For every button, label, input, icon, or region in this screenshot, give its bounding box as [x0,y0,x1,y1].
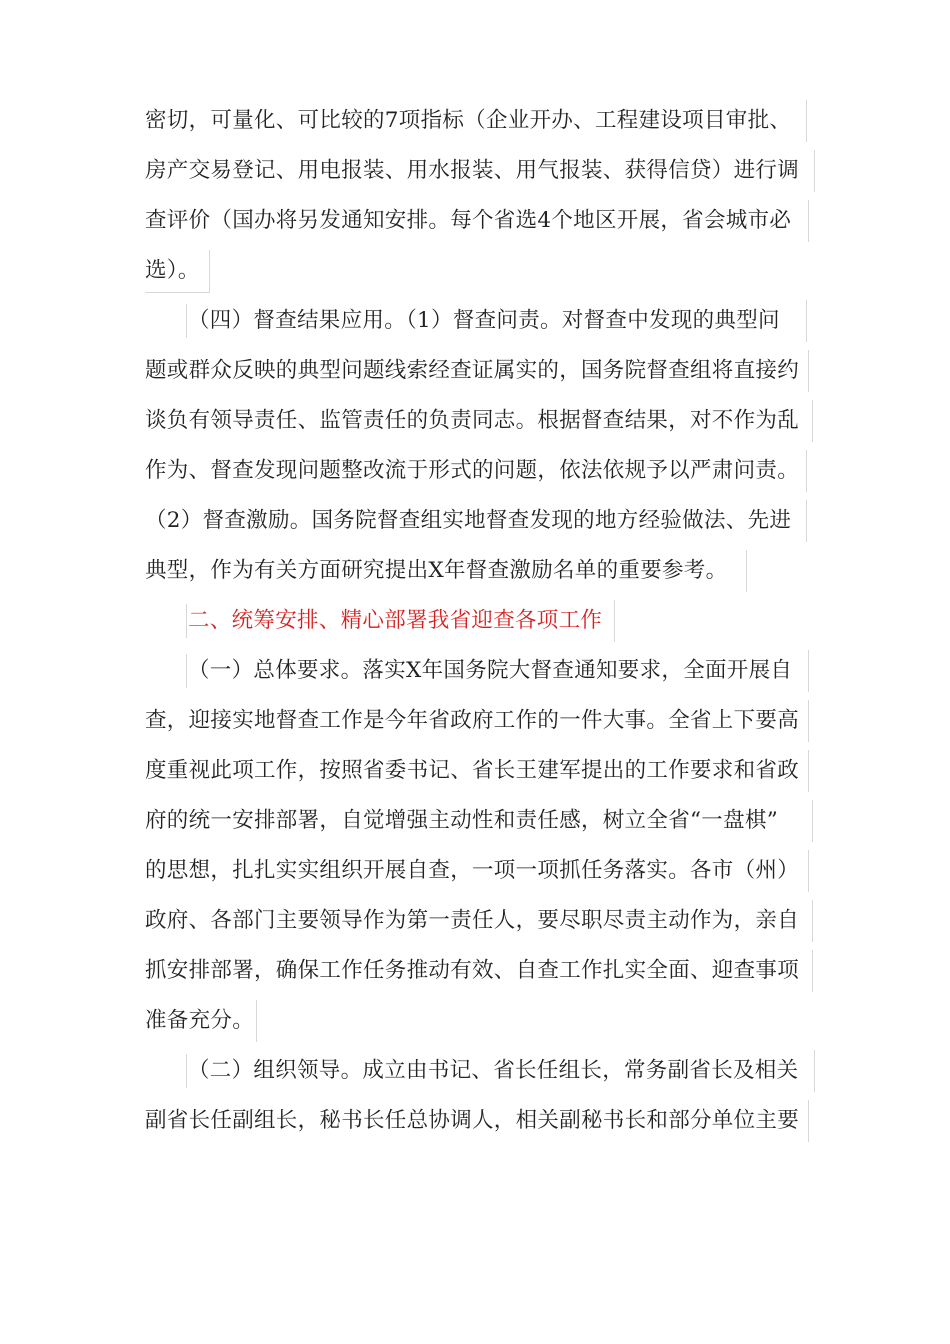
section-heading: 二、统筹安排、精心部署我省迎查各项工作 [188,608,603,633]
indent-marker [186,304,187,338]
line-end-marker [812,950,813,992]
text-line: 抓安排部署，确保工作任务推动有效、自查工作扎实全面、迎查事项 [145,958,800,983]
line-end-marker [808,700,809,742]
line-end-marker [812,900,813,942]
line-end-marker [812,800,813,842]
line-end-marker [814,1050,815,1092]
line-end-marker [808,650,809,692]
text-line: 谈负有领导责任、监管责任的负责同志。根据督查结果，对不作为乱 [145,408,800,433]
indent-marker [186,1054,187,1088]
text-line: 查评价（国办将另发通知安排。每个省选4个地区开展，省会城市必 [145,208,792,233]
text-line: 准备充分。 [145,1008,255,1033]
line-end-marker [256,1000,257,1042]
line-end-marker [808,750,809,792]
line-end-marker [806,450,807,492]
paragraph-start-line: （四）督查结果应用。（1）督查问责。对督查中发现的典型问 [188,308,780,333]
line-end-marker [746,550,747,592]
line-end-marker [808,200,809,242]
indent-marker [186,604,187,638]
text-line: 查，迎接实地督查工作是今年省政府工作的一件大事。全省上下要高 [145,708,800,733]
text-line: 题或群众反映的典型问题线索经查证属实的，国务院督查组将直接约 [145,358,800,383]
paragraph-start-line: （一）总体要求。落实X年国务院大督查通知要求，全面开展自 [188,658,793,683]
line-end-marker [812,400,813,442]
line-end-marker [209,250,210,292]
line-end-marker [806,300,807,342]
paragraph-start-line: （二）组织领导。成立由书记、省长任组长，常务副省长及相关 [188,1058,799,1083]
text-line: 政府、各部门主要领导作为第一责任人，要尽职尽责主动作为，亲自 [145,908,800,933]
line-end-marker [808,850,809,892]
text-line: 典型，作为有关方面研究提出X年督查激励名单的重要参考。 [145,558,728,583]
text-line: 房产交易登记、用电报装、用水报装、用气报装、获得信贷）进行调 [145,158,800,183]
line-end-marker [806,100,807,142]
line-end-marker [806,500,807,542]
line-end-marker [614,600,615,642]
line-end-marker [814,150,815,192]
text-line: 度重视此项工作，按照省委书记、省长王建军提出的工作要求和省政 [145,758,800,783]
line-end-marker [808,1100,809,1142]
line-end-marker [808,350,809,392]
text-line: 的思想，扎扎实实组织开展自查，一项一项抓任务落实。各市（州） [145,858,800,883]
text-line: 密切，可量化、可比较的7项指标（企业开办、工程建设项目审批、 [145,108,792,133]
text-line: （2）督查激励。国务院督查组实地督查发现的地方经验做法、先进 [145,508,792,533]
line-end-marker [145,292,210,293]
indent-marker [186,654,187,688]
text-line: 选）。 [145,258,200,283]
text-line: 作为、督查发现问题整改流于形式的问题，依法依规予以严肃问责。 [145,458,800,483]
text-line: 副省长任副组长，秘书长任总协调人，相关副秘书长和部分单位主要 [145,1108,800,1133]
text-line: 府的统一安排部署，自觉增强主动性和责任感，树立全省“一盘棋” [145,808,778,833]
